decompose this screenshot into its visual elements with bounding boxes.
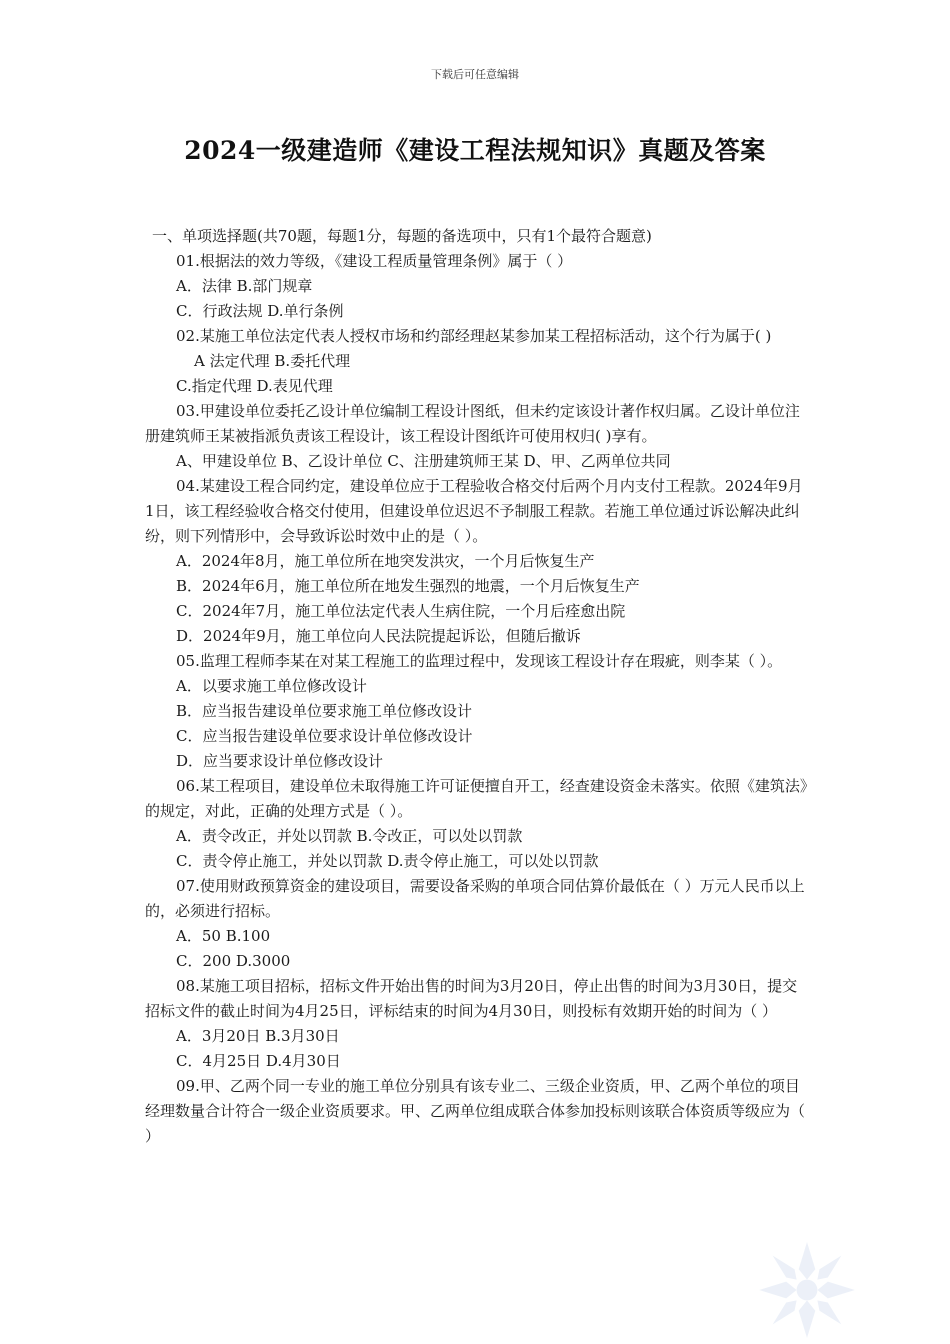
- text-line: A．50 B.100: [176, 927, 271, 945]
- text-line: 04.某建设工程合同约定，建设单位应于工程验收合格交付后两个月内支付工程款。2024年9月1日，该工程经验收合格交付使用，但建设单位迟迟不予制服工程款。若施工单位通过诉讼解决此纠纷，则下列情形中，会导致诉讼时效中止的是（ ）。: [145, 477, 803, 545]
- text-line: 07.使用财政预算资金的建设项目，需要设备采购的单项合同估算价最低在（ ）万元人民币以上的，必须进行招标。: [145, 877, 805, 920]
- text-line: C．2024年7月，施工单位法定代表人生病住院，一个月后痊愈出院: [176, 602, 626, 620]
- text-line: C．责令停止施工，并处以罚款 D.责令停止施工，可以处以罚款: [176, 852, 599, 870]
- text-line: A 法定代理 B.委托代理: [194, 352, 351, 370]
- text-line: A．3月20日 B.3月30日: [176, 1027, 340, 1045]
- text-line: 06.某工程项目，建设单位未取得施工许可证便擅自开工，经查建设资金未落实。依照《建筑法》的规定，对此，正确的处理方式是（ ）。: [145, 777, 808, 820]
- text-line: 09.甲、乙两个同一专业的施工单位分别具有该专业二、三级企业资质，甲、乙两个单位的项目经理数量合计符合一级企业资质要求。甲、乙两单位组成联合体参加投标则该联合体资质等级应为（ ）: [145, 1077, 806, 1145]
- text-line: 01.根据法的效力等级，《建设工程质量管理条例》属于（ ）: [176, 252, 573, 270]
- text-line: A、甲建设单位 B、乙设计单位 C、注册建筑师王某 D、甲、乙两单位共同: [176, 452, 671, 470]
- text-line: D．2024年9月，施工单位向人民法院提起诉讼，但随后撤诉: [176, 627, 581, 645]
- text-line: A．法律 B.部门规章: [176, 277, 313, 295]
- text-line: 03.甲建设单位委托乙设计单位编制工程设计图纸，但未约定该设计著作权归属。乙设计单位注册建筑师王某被指派负责该工程设计，该工程设计图纸许可使用权归( )享有。: [145, 402, 800, 445]
- document-title: 2024一级建造师《建设工程法规知识》真题及答案: [184, 136, 766, 165]
- text-line: 02.某施工单位法定代表人授权市场和约部经理赵某参加某工程招标活动，这个行为属于( ): [176, 327, 772, 345]
- text-line: C．200 D.3000: [176, 952, 291, 970]
- document-body: [145, 224, 810, 1149]
- text-line: 08.某施工项目招标，招标文件开始出售的时间为3月20日，停止出售的时间为3月30日，提交招标文件的截止时间为4月25日，评标结束的时间为4月30日，则投标有效期开始的时间为（ ）: [145, 977, 798, 1020]
- text-line: 05.监理工程师李某在对某工程施工的监理过程中，发现该工程设计存在瑕疵，则李某（ ）。: [176, 652, 783, 670]
- text-line: 一、单项选择题(共70题，每题1分，每题的备选项中，只有1个最符合题意): [152, 227, 652, 245]
- header-note: 下载后可任意编辑: [431, 68, 519, 81]
- text-line: A．以要求施工单位修改设计: [176, 677, 367, 695]
- text-line: B．应当报告建设单位要求施工单位修改设计: [176, 702, 473, 720]
- text-line: C.指定代理 D.表见代理: [176, 377, 333, 395]
- text-line: C．4月25日 D.4月30日: [176, 1052, 341, 1070]
- text-line: B．2024年6月，施工单位所在地发生强烈的地震，一个月后恢复生产: [176, 577, 640, 595]
- text-line: C．应当报告建设单位要求设计单位修改设计: [176, 727, 473, 745]
- text-line: A．2024年8月，施工单位所在地突发洪灾，一个月后恢复生产: [176, 552, 595, 570]
- text-line: A．责令改正，并处以罚款 B.令改正，可以处以罚款: [176, 827, 523, 845]
- text-line: D．应当要求设计单位修改设计: [176, 752, 384, 770]
- snowflake-watermark-icon: [755, 1238, 859, 1342]
- text-line: C．行政法规 D.单行条例: [176, 302, 344, 320]
